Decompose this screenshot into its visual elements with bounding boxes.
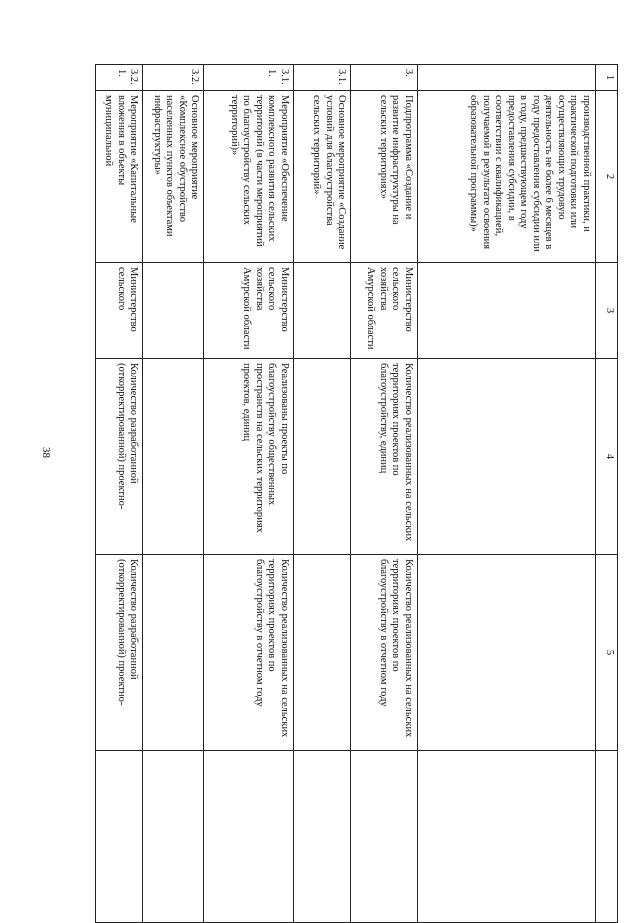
row-link bbox=[293, 555, 351, 751]
row-extra bbox=[351, 751, 417, 923]
row-indicator: Количество реализованных на сельских территориях проектов по благоустройству, единиц bbox=[351, 359, 417, 555]
indicators-table bbox=[95, 64, 618, 923]
row-executor bbox=[143, 263, 204, 359]
header-cell: 2 bbox=[595, 91, 617, 263]
row-executor bbox=[293, 263, 351, 359]
row-number: 3. bbox=[351, 65, 417, 91]
header-cell: 3 bbox=[595, 263, 617, 359]
header-cell bbox=[595, 751, 617, 923]
row-name: Основное мероприятие «Создание условий для благоустройства сельских территорий» bbox=[293, 91, 351, 263]
row-executor bbox=[417, 263, 595, 359]
row-indicator bbox=[417, 359, 595, 555]
table-row bbox=[417, 65, 595, 923]
row-indicator: Количество разработанной (откорректированной) проектно- bbox=[96, 359, 144, 555]
row-number: 3.2. bbox=[143, 65, 204, 91]
table-row bbox=[204, 65, 294, 923]
row-indicator bbox=[143, 359, 204, 555]
row-extra bbox=[96, 751, 144, 923]
row-executor: Министерство сельского хозяйства Амурской области bbox=[204, 263, 294, 359]
header-cell: 4 bbox=[595, 359, 617, 555]
table-row bbox=[143, 65, 204, 923]
row-name: Подпрограмма «Создание и развитие инфраструктуры на сельских территориях» bbox=[351, 91, 417, 263]
rotated-page bbox=[95, 64, 618, 922]
row-number bbox=[417, 65, 595, 91]
table-row bbox=[96, 65, 144, 923]
row-executor: Министерство сельского хозяйства Амурской области bbox=[351, 263, 417, 359]
row-executor: Министерство сельского bbox=[96, 263, 144, 359]
row-name: Мероприятие «Обеспечение комплексного развития сельских территорий (в части мероприятий по благоустройству сельских территорий)» bbox=[204, 91, 294, 263]
row-extra bbox=[417, 751, 595, 923]
row-name: Основное мероприятие «Комплексное обустройство населенных пунктов объектами инфраструктуры» bbox=[143, 91, 204, 263]
row-indicator bbox=[293, 359, 351, 555]
table-row bbox=[351, 65, 417, 923]
row-name: производственной практики, и практической подготовки или осуществляющих трудовую деятельность не более 6 месяцев в году предоставления субсидии или в году, предшествующем году предоставления субсидии, в соответствии с квалификацией, получаемой в результате освоения образовательной программы)» bbox=[417, 91, 595, 263]
row-link: Количество реализованных на сельских территориях проектов по благоустройству в отчетном году bbox=[351, 555, 417, 751]
page-number: 38 bbox=[40, 447, 52, 458]
header-cell: 1 bbox=[595, 65, 617, 91]
row-name: Мероприятие «Капитальные вложения в объекты муниципальной bbox=[96, 91, 144, 263]
row-extra bbox=[204, 751, 294, 923]
row-number: 3.2.1. bbox=[96, 65, 144, 91]
header-cell: 5 bbox=[595, 555, 617, 751]
row-extra bbox=[293, 751, 351, 923]
row-link: Количество реализованных на сельских территориях проектов по благоустройству в отчетном году bbox=[204, 555, 294, 751]
row-number: 3.1.1. bbox=[204, 65, 294, 91]
table-header-row bbox=[595, 65, 617, 923]
row-link: Количество разработанной (откорректированной) проектно- bbox=[96, 555, 144, 751]
table-row bbox=[293, 65, 351, 923]
row-link bbox=[143, 555, 204, 751]
row-number: 3.1. bbox=[293, 65, 351, 91]
row-indicator: Реализованы проекты по благоустройству общественных пространств на сельских территориях проектов, единиц bbox=[204, 359, 294, 555]
row-extra bbox=[143, 751, 204, 923]
row-link bbox=[417, 555, 595, 751]
